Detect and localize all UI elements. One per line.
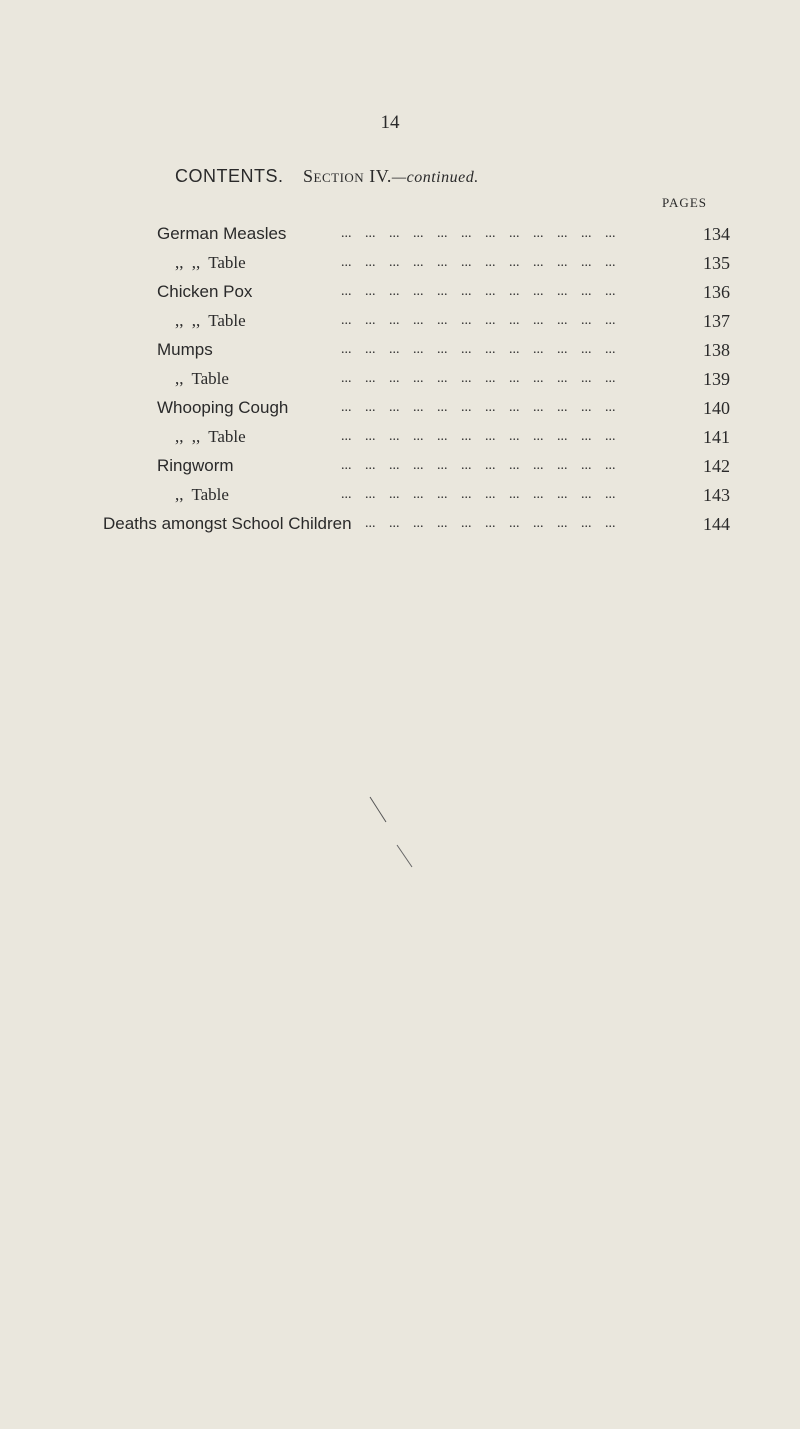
toc-entry-label: Mumps [157, 340, 213, 359]
dot-leader: ... ... ... ... ... ... ... ... ... ... ... ... [341, 284, 616, 299]
toc-entry-label: ,, Table [175, 369, 229, 388]
stray-pencil-mark [397, 845, 412, 867]
toc-entry-label: ,, ,, Table [175, 427, 246, 446]
page-number: 14 [380, 112, 400, 133]
toc-entry-page: 139 [703, 369, 730, 389]
toc-entry-page: 138 [703, 340, 730, 360]
dot-leader: ... ... ... ... ... ... ... ... ... ... ... ... [341, 255, 616, 270]
toc-entry-page: 135 [703, 253, 730, 273]
dot-leader: ... ... ... ... ... ... ... ... ... ... ... ... [341, 313, 616, 328]
toc-entry-page: 144 [703, 514, 730, 534]
dot-leader: ... ... ... ... ... ... ... ... ... ... ... ... [341, 342, 616, 357]
toc-entry-label: ,, ,, Table [175, 253, 246, 272]
dot-leader: ... ... ... ... ... ... ... ... ... ... ... ... [341, 487, 616, 502]
dot-leader: ... ... ... ... ... ... ... ... ... ... ... ... [341, 458, 616, 473]
toc-entry-label: Deaths amongst School Children [103, 514, 352, 533]
toc-entry-label: Chicken Pox [157, 282, 253, 301]
pages-column-header: PAGES [662, 195, 707, 210]
continued-label: —continued. [391, 169, 479, 186]
dot-leader: ... ... ... ... ... ... ... ... ... ... ... [365, 516, 616, 531]
dot-leader: ... ... ... ... ... ... ... ... ... ... ... ... [341, 429, 616, 444]
dot-leader: ... ... ... ... ... ... ... ... ... ... ... ... [341, 226, 616, 241]
toc-entry-page: 143 [703, 485, 730, 505]
stray-pencil-mark [370, 797, 386, 822]
toc-entry-page: 141 [703, 427, 730, 447]
toc-entry-label: Ringworm [157, 456, 234, 475]
dot-leader: ... ... ... ... ... ... ... ... ... ... ... ... [341, 400, 616, 415]
dot-leader: ... ... ... ... ... ... ... ... ... ... ... ... [341, 371, 616, 386]
contents-title: CONTENTS. [175, 166, 284, 186]
toc-entry-label: ,, Table [175, 485, 229, 504]
toc-entry-label: German Measles [157, 224, 287, 243]
toc-entry-page: 136 [703, 282, 730, 302]
section-label: Section IV. [303, 166, 392, 186]
toc-entry-page: 140 [703, 398, 730, 418]
toc-entry-page: 134 [703, 224, 730, 244]
toc-entry-page: 142 [703, 456, 730, 476]
toc-entry-label: ,, ,, Table [175, 311, 246, 330]
toc-entry-page: 137 [703, 311, 730, 331]
toc-entry-label: Whooping Cough [157, 398, 289, 417]
